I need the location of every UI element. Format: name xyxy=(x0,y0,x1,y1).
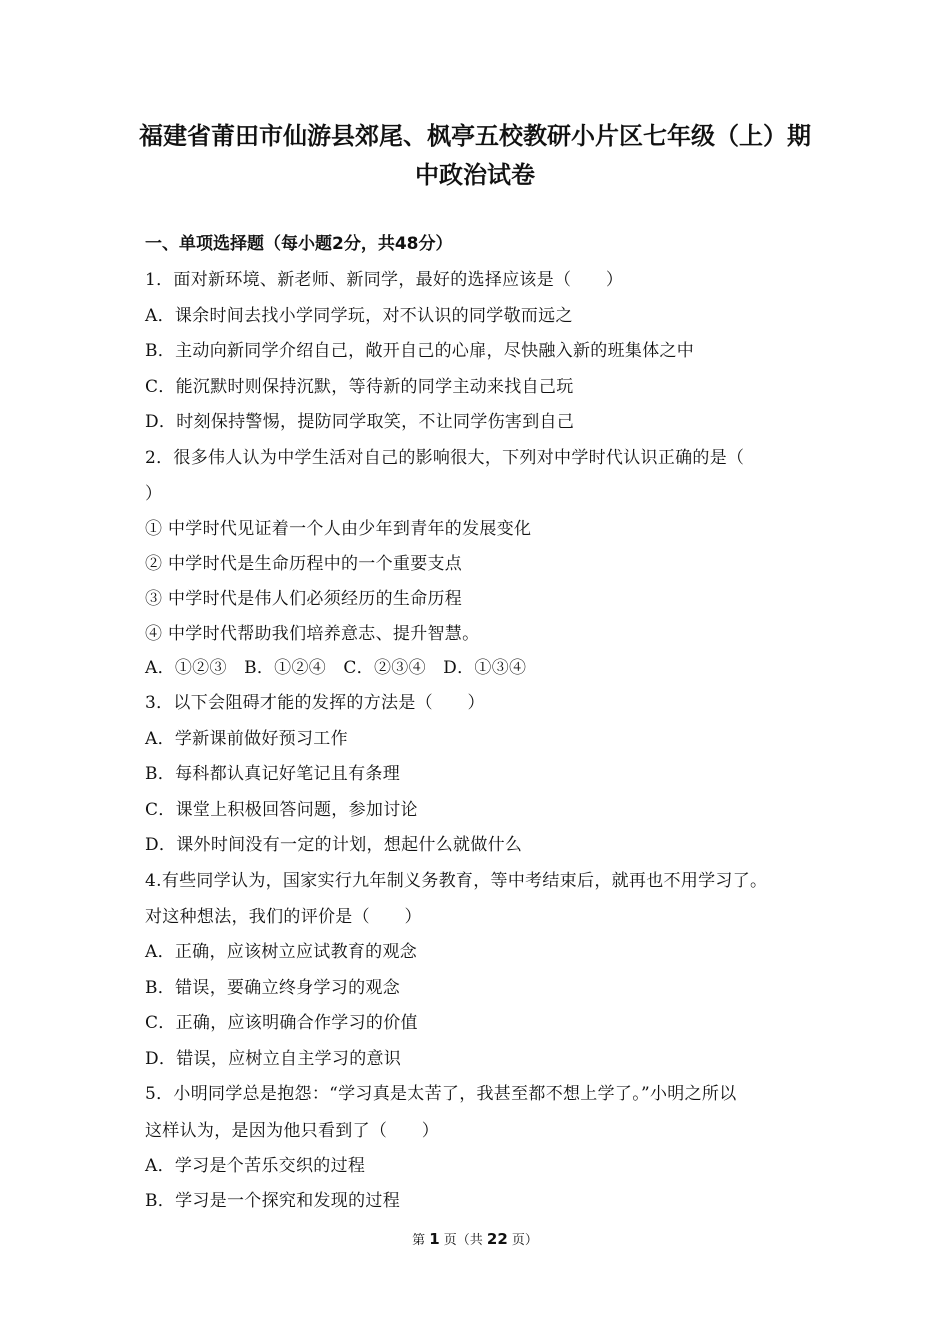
question-4-option-d: D．错误，应树立自主学习的意识 xyxy=(145,1049,402,1069)
question-3-option-c: C．课堂上积极回答问题，参加讨论 xyxy=(145,800,418,820)
question-4: 4.有些同学认为，国家实行九年制义务教育，等中考结束后，就再也不用学习了。 xyxy=(145,871,768,891)
question-3-option-b: B．每科都认真记好笔记且有条理 xyxy=(145,764,400,784)
question-4-option-b: B．错误，要确立终身学习的观念 xyxy=(145,978,400,998)
question-1-option-d: D．时刻保持警惕，提防同学取笑，不让同学伤害到自己 xyxy=(145,412,575,432)
question-2-continuation: ） xyxy=(145,484,163,504)
question-3: 3．以下会阻碍才能的发挥的方法是（ ） xyxy=(145,693,485,713)
question-3-option-a: A．学新课前做好预习工作 xyxy=(145,729,348,749)
footer-prefix: 第 xyxy=(412,1233,430,1248)
footer-page-number: 1 xyxy=(429,1230,440,1248)
question-4-option-c: C．正确，应该明确合作学习的价值 xyxy=(145,1013,418,1033)
question-2-statement-4: ④ 中学时代帮助我们培养意志、提升智慧。 xyxy=(145,624,480,644)
question-4-continuation: 对这种想法，我们的评价是（ ） xyxy=(145,907,422,927)
page-footer xyxy=(0,1231,950,1249)
question-2-statement-3: ③ 中学时代是伟人们必须经历的生命历程 xyxy=(145,589,463,609)
page-title-line-2: 中政治试卷 xyxy=(415,161,535,189)
question-4-option-a: A．正确，应该树立应试教育的观念 xyxy=(145,942,418,962)
footer-suffix: 页） xyxy=(507,1233,538,1248)
question-1: 1．面对新环境、新老师、新同学，最好的选择应该是（ ） xyxy=(145,270,624,290)
section-heading: 一、单项选择题（每小题2分，共48分） xyxy=(145,234,453,254)
question-2-statement-2: ② 中学时代是生命历程中的一个重要支点 xyxy=(145,554,463,574)
question-2-options: A．①②③ B．①②④ C．②③④ D．①③④ xyxy=(145,658,527,678)
footer-middle: 页（共 xyxy=(439,1233,487,1248)
question-1-option-a: A．课余时间去找小学同学玩，对不认识的同学敬而远之 xyxy=(145,306,573,326)
question-5-option-a: A．学习是个苦乐交织的过程 xyxy=(145,1156,366,1176)
question-1-option-b: B．主动向新同学介绍自己，敞开自己的心扉，尽快融入新的班集体之中 xyxy=(145,341,695,361)
question-1-option-c: C．能沉默时则保持沉默，等待新的同学主动来找自己玩 xyxy=(145,377,574,397)
question-5: 5．小明同学总是抱怨：“学习真是太苦了，我甚至都不想上学了。”小明之所以 xyxy=(145,1084,737,1104)
question-2-statement-1: ① 中学时代见证着一个人由少年到青年的发展变化 xyxy=(145,519,532,539)
page-title-line-1: 福建省莆田市仙游县郊尾、枫亭五校教研小片区七年级（上）期 xyxy=(139,122,811,150)
question-5-option-b: B．学习是一个探究和发现的过程 xyxy=(145,1191,400,1211)
question-5-continuation: 这样认为，是因为他只看到了（ ） xyxy=(145,1121,440,1141)
question-2: 2．很多伟人认为中学生活对自己的影响很大，下列对中学时代认识正确的是（ xyxy=(145,448,745,468)
question-3-option-d: D．课外时间没有一定的计划，想起什么就做什么 xyxy=(145,835,523,855)
footer-total-pages: 22 xyxy=(486,1230,508,1248)
